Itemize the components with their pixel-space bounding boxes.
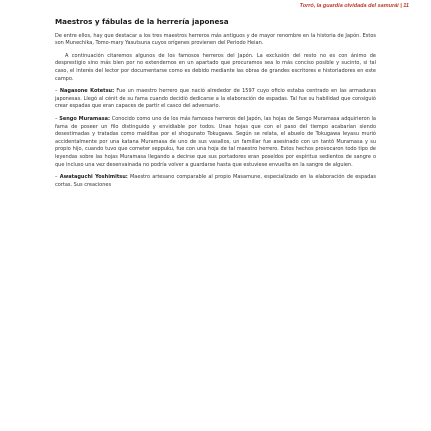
list-item-text: Fue un maestro herrero que nació alrededor de 1597 cuyo oficio estaba centrado en las armaduras japonesas. Llegó al cénit de su fama cuando decidió dedicarse a la elaboración de espadas. Tal fue su habilidad que consiguió crear espadas que eran capaces de partir el casco del adversario. [55,88,377,110]
list-item-yoshimitsu [55,174,376,189]
section-title: Maestros y fábulas de la herrería japonesa [55,17,229,26]
list-item-lead: Awataguchi Yoshimitsu: [59,174,128,181]
list-bullet: – [55,115,60,122]
page-content [55,18,376,194]
list-item-text: Maestro artesano comparable al propio Masamune, especializado en la elaboración de espadas cortas. Sus creaciones [55,174,376,188]
intro-paragraph: De entre ellos, hay que destacar a los tres maestros herreros más antiguos y de mayor renombre en la historia de Japón. Estos son Munechika, Tomo-mary Yasutsuna cuyos orígenes provienen del Periodo Heian. [55,32,376,47]
body-paragraph: A continuación citaremos algunos de los famosos herreros del Japón. La exclusión del resto no es con ánimo de desprestigio sino más bien por no extendernos en un apartado que procuramos sea lo más conciso posible y sucinto, si tal caso, el interés del lector por documentarse como es debido mediante las obras de grandes escritores e historiadores en este campo. [55,52,376,82]
list-item-muramasa [55,116,376,169]
list-bullet: – [55,174,60,181]
running-header: Torró, la guardia olvidada del samurái | 11 [299,3,409,9]
list-bullet: – [55,88,60,95]
list-item-kotetsu [55,88,376,111]
list-item-lead: Nagasone Kotetsu: [59,88,115,95]
list-item-text: Conocido como uno de los más famosos herreros del Japón, las hojas de Sengo Muramasa adquirieron la fama de poseer un filo distinguido y envidiable por todos. Unas hojas que con el paso del tiempo acabarían siendo desestimadas y tratadas como malditas por el shogunato Tokugawa. Según se relata, el abuelo de Tokugawa Ieyasu murió accidentalmente por una katana Muramasa de uno de sus vasallos, un familiar fue asesinado con un tantō Muramasa y su propio hijo, cuando tuvo que cometer seppuku, fue con una hoja de tal maestro herrero. Estos hechos provocaron todo tipo de leyendas sobre las hojas Muramasa llegando a decirse que sus portadores eran poseídos por espíritus sedientos de sangre o que incluso una vez desenvainada no podría volver a guardarse hasta que estuviese envuelta en la sangre de alguien. [55,115,376,168]
list-item-lead: Sengo Muramasa: [59,115,110,122]
